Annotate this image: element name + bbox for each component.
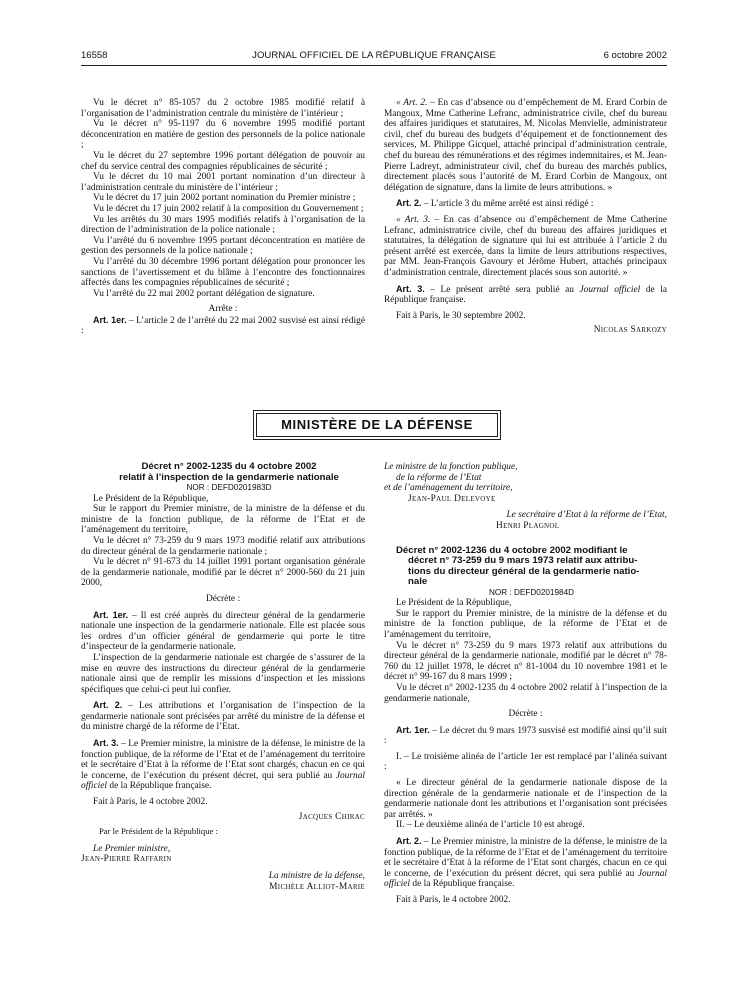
signatory-title: de la réforme de l’Etat (396, 472, 482, 483)
journal-name: Journal officiel (579, 284, 641, 295)
article-label: Art. 2. (396, 198, 422, 209)
article-text: – Les attributions et l’organisation de l’inspection de la gendarmerie nationale sont précisées par arrêté du ministre de la défense et du ministre chargé de la réforme de l’Etat. (81, 701, 365, 733)
article-label: Art. 1er. (93, 314, 127, 325)
signature-name: Nicolas Sarkozy (593, 325, 667, 336)
visa-paragraph: Vu le décret n° 73-259 du 9 mars 1973 relatif aux attributions du directeur général de la gendarmerie nationale, modifié par le décret n° 78-760 du 12 juillet 1978, le décret n° 81-1004 du 10 novembre 1981 et le décret n° 99-167 du 8 mars 1999 ; (384, 640, 667, 683)
president-line: Le Président de la République, (396, 598, 512, 609)
article-text: de la République française. (107, 781, 212, 792)
signatory-title: Le secrétaire d’Etat à la réforme de l’Etat, (506, 510, 667, 521)
article-label: Art. 2. (93, 700, 123, 711)
fait-line: Fait à Paris, le 30 septembre 2002. (396, 310, 526, 321)
article-text: – Le Premier ministre, la ministre de la défense, le ministre de la fonction publique, de la réforme de l’Etat et de l’aménagement du territoire et le secrétaire d’Etat à la réforme de l’Etat sont chargés, chacun en ce qui le concerne, de l’exécution du présent décret, qui sera publié au (384, 837, 667, 879)
journal-name: Journal officiel (384, 868, 667, 890)
page-number: 16558 (81, 50, 108, 61)
visa-paragraph: Sur le rapport du Premier ministre, de la ministre de la défense et du ministre de la fonction publique, de la réforme de l’Etat et de l’aménagement du territoire, (384, 608, 667, 640)
top-right-column (384, 98, 667, 336)
quote-label: « Art. 2. (396, 98, 428, 108)
visa-paragraph: Vu le décret du 10 mai 2001 portant nomination d’un directeur à l’administration centrale du ministère de l’intérieur ; (81, 172, 365, 193)
signatory-title: Le Premier ministre, (93, 843, 171, 854)
visa-paragraph: Vu le décret n° 73-259 du 9 mars 1973 modifié relatif aux attributions du directeur général de la gendarmerie nationale ; (81, 535, 365, 557)
issue-date: 6 octobre 2002 (603, 50, 667, 61)
visa-paragraph: Vu l’arrêté du 22 mai 2002 portant délégation de signature. (93, 288, 315, 299)
signature-name: Jean-Pierre Raffarin (81, 854, 172, 865)
article-text: – Le décret du 9 mars 1973 susvisé est modifié ainsi qu’il suit : (384, 725, 667, 747)
decree-2-column (384, 462, 667, 906)
quoted-text: « Le directeur général de la gendarmerie nationale dispose de la direction générale de la gendarmerie nationale et de l’inspection de la gendarmerie nationale dont les attributions et l’organisation sont précisées par arrêtés. » (384, 778, 667, 820)
article-text: de la République française. (410, 879, 515, 890)
signatory-title: Le ministre de la fonction publique, (384, 462, 518, 472)
quoted-article (384, 215, 667, 279)
fait-line: Fait à Paris, le 4 octobre 2002. (93, 797, 208, 808)
article-text: – Il est créé auprès du directeur général de la gendarmerie nationale une inspection de la gendarmerie nationale. Elle est placée sous les ordres d’un officier général de gendarmerie qui porte le titre d’inspecteur de la gendarmerie nationale. (81, 610, 365, 653)
par-le-president: Par le Président de la République : (99, 826, 218, 837)
decrete-heading: Décrète : (205, 593, 241, 604)
article-paragraph (81, 610, 365, 653)
nor-reference: NOR : DEFD0201984D (488, 587, 575, 597)
signatory-title: et de l’aménagement du territoire, (384, 483, 513, 494)
visa-paragraph: Vu le décret du 17 juin 2002 portant nomination du Premier ministre ; (93, 193, 356, 204)
article-paragraph (384, 836, 667, 890)
article-text: de la République française. (384, 284, 667, 306)
article-label: Art. 1er. (396, 724, 430, 735)
header-rule (81, 65, 667, 66)
decree-title: tions du directeur général de la gendarmerie natio- (408, 565, 640, 577)
visa-paragraph: Vu les arrêtés du 30 mars 1995 modifiés relatifs à l’organisation de la direction de l’administration de la police nationale ; (81, 214, 365, 236)
article-paragraph (81, 738, 365, 792)
article-item: I. – Le troisième alinéa de l’article 1er est remplacé par l’alinéa suivant : (384, 751, 667, 773)
article-label: Art. 3. (93, 738, 119, 749)
visa-paragraph: Vu le décret du 27 septembre 1996 portant délégation de pouvoir au chef du service central des compagnies républicaines de sécurité ; (81, 150, 365, 172)
journal-title: JOURNAL OFFICIEL DE LA RÉPUBLIQUE FRANÇAISE (252, 50, 496, 61)
article-text: – L’article 2 de l’arrêté du 22 mai 2002 susvisé est ainsi rédigé : (81, 315, 365, 337)
top-left-column (81, 98, 365, 337)
fait-line: Fait à Paris, le 4 octobre 2002. (396, 895, 511, 905)
article-text: – Le présent arrêté sera publié au (424, 284, 580, 295)
visa-paragraph: Vu le décret du 17 juin 2002 relatif à la composition du Gouvernement ; (93, 203, 364, 214)
article-item: II. – Le deuxième alinéa de l’article 10 est abrogé. (396, 820, 585, 831)
article-paragraph (81, 700, 365, 733)
nor-reference: NOR : DEFD0201983D (186, 483, 272, 492)
journal-name: Journal officiel (81, 770, 365, 792)
visa-paragraph: Sur le rapport du Premier ministre, de la ministre de la défense et du ministre de la fonction publique, de la réforme de l’Etat et de l’aménagement du territoire, (81, 504, 365, 536)
article-paragraph (384, 198, 667, 210)
decree-1-column (81, 462, 365, 892)
decree-title: relatif à l’inspection de la gendarmerie nationale (119, 471, 339, 483)
decrete-heading: Décrète : (508, 709, 543, 720)
quote-label: « Art. 3. (396, 214, 431, 225)
quote-text: – En cas d’absence ou d’empêchement de M. Erard Corbin de Mangoux, Mme Catherine Lefranc, administratrice civile, chef du bureau des affaires juridiques et statutaires, M. Nicolas Menvielle, administrateur civil, chef du bureau des budgets d’équipement et de fonctionnement des services, M. Philippe Gicquel, attaché principal d’administration centrale, chef du bureau des rémunérations et des régimes indemnitaires, et M. Jean-Pierre Ladreyt, administrateur civil, chef du bureau des marchés publics, directement placés sous l’autorité de M. Erard Corbin de Mangoux, ont délégation de signature, dans la limite de leurs attributions. » (384, 98, 668, 193)
decree-title: nale (408, 576, 428, 588)
ministry-heading: MINISTÈRE DE LA DÉFENSE (256, 413, 498, 437)
visa-paragraph: Vu l’arrêté du 6 novembre 1995 portant déconcentration en matière de gestion des personnels de la police nationale ; (81, 235, 365, 257)
article-label: Art. 1er. (93, 609, 129, 620)
signatory-title: La ministre de la défense, (268, 871, 365, 881)
visa-paragraph: Vu le décret n° 95-1197 du 6 novembre 1995 modifié portant déconcentration en matière de gestion des personnels de la police nationale ; (81, 119, 365, 151)
article-paragraph (384, 725, 667, 747)
signature-name: Jacques Chirac (298, 811, 365, 822)
article-paragraph: L’inspection de la gendarmerie nationale est chargée de s’assurer de la mise en œuvre des instructions du directeur général de la gendarmerie nationale ainsi que de remplir les missions d’inspection et les missions spécifiques que celui-ci peut lui confier. (81, 652, 365, 695)
signature-name: Michèle Alliot-Marie (269, 881, 365, 892)
quoted-article (384, 98, 667, 193)
visa-paragraph: Vu l’arrêté du 30 décembre 1996 portant délégation pour prononcer les sanctions de l’avertissement et du blâme à l’encontre des fonctionnaires affectés dans les compagnies républicaines de sécurité ; (81, 256, 365, 289)
article-label: Art. 2. (396, 836, 422, 847)
visa-paragraph: Vu le décret n° 91-673 du 14 juillet 1991 portant organisation générale de la gendarmerie nationale, modifié par le décret n° 2000-560 du 21 juin 2000, (81, 557, 365, 589)
article-paragraph (81, 315, 365, 337)
decree-title: Décret n° 2002-1236 du 4 octobre 2002 modifiant le (396, 544, 628, 556)
article-paragraph (384, 284, 667, 306)
signature-name: Henri Plagnol (496, 520, 560, 531)
article-text: – Le Premier ministre, la ministre de la défense, le ministre de la fonction publique, de la réforme de l’Etat et de l’aménagement du territoire et le secrétaire d’Etat à la réforme de l’Etat sont chargés, chacun en ce qui le concerne, de l’exécution du présent décret, qui sera publié au (81, 739, 365, 781)
page-header (81, 50, 667, 66)
decree-title: Décret n° 2002-1235 du 4 octobre 2002 (141, 461, 317, 472)
quote-text: – En cas d’absence ou d’empêchement de Mme Catherine Lefranc, administratrice civile, chef du bureau des affaires juridiques et statutaires, la délégation de signature qui lui est attribuée à l’article 2 du présent arrêté est exercée, dans la limite de leurs attributions respectives, par MM. Jean-François Gavoury et Jérôme Hubert, attachés principaux d’administration centrale, directement placés sous son autorité. » (384, 214, 668, 278)
article-label: Art. 3. (396, 283, 425, 294)
decree-title: décret n° 73-259 du 9 mars 1973 relatif aux attribu- (408, 555, 638, 567)
president-line: Le Président de la République, (93, 493, 209, 504)
visa-paragraph: Vu le décret n° 85-1057 du 2 octobre 1985 modifié relatif à l’organisation de l’administration centrale du ministère de l’intérieur ; (81, 98, 365, 119)
arrete-heading: Arrête : (208, 304, 238, 315)
article-text: – L’article 3 du même arrêté est ainsi rédigé : (421, 199, 594, 210)
visa-paragraph: Vu le décret n° 2002-1235 du 4 octobre 2002 relatif à l’inspection de la gendarmerie nationale, (384, 682, 667, 704)
signature-name: Jean-Paul Delevoye (408, 493, 496, 504)
